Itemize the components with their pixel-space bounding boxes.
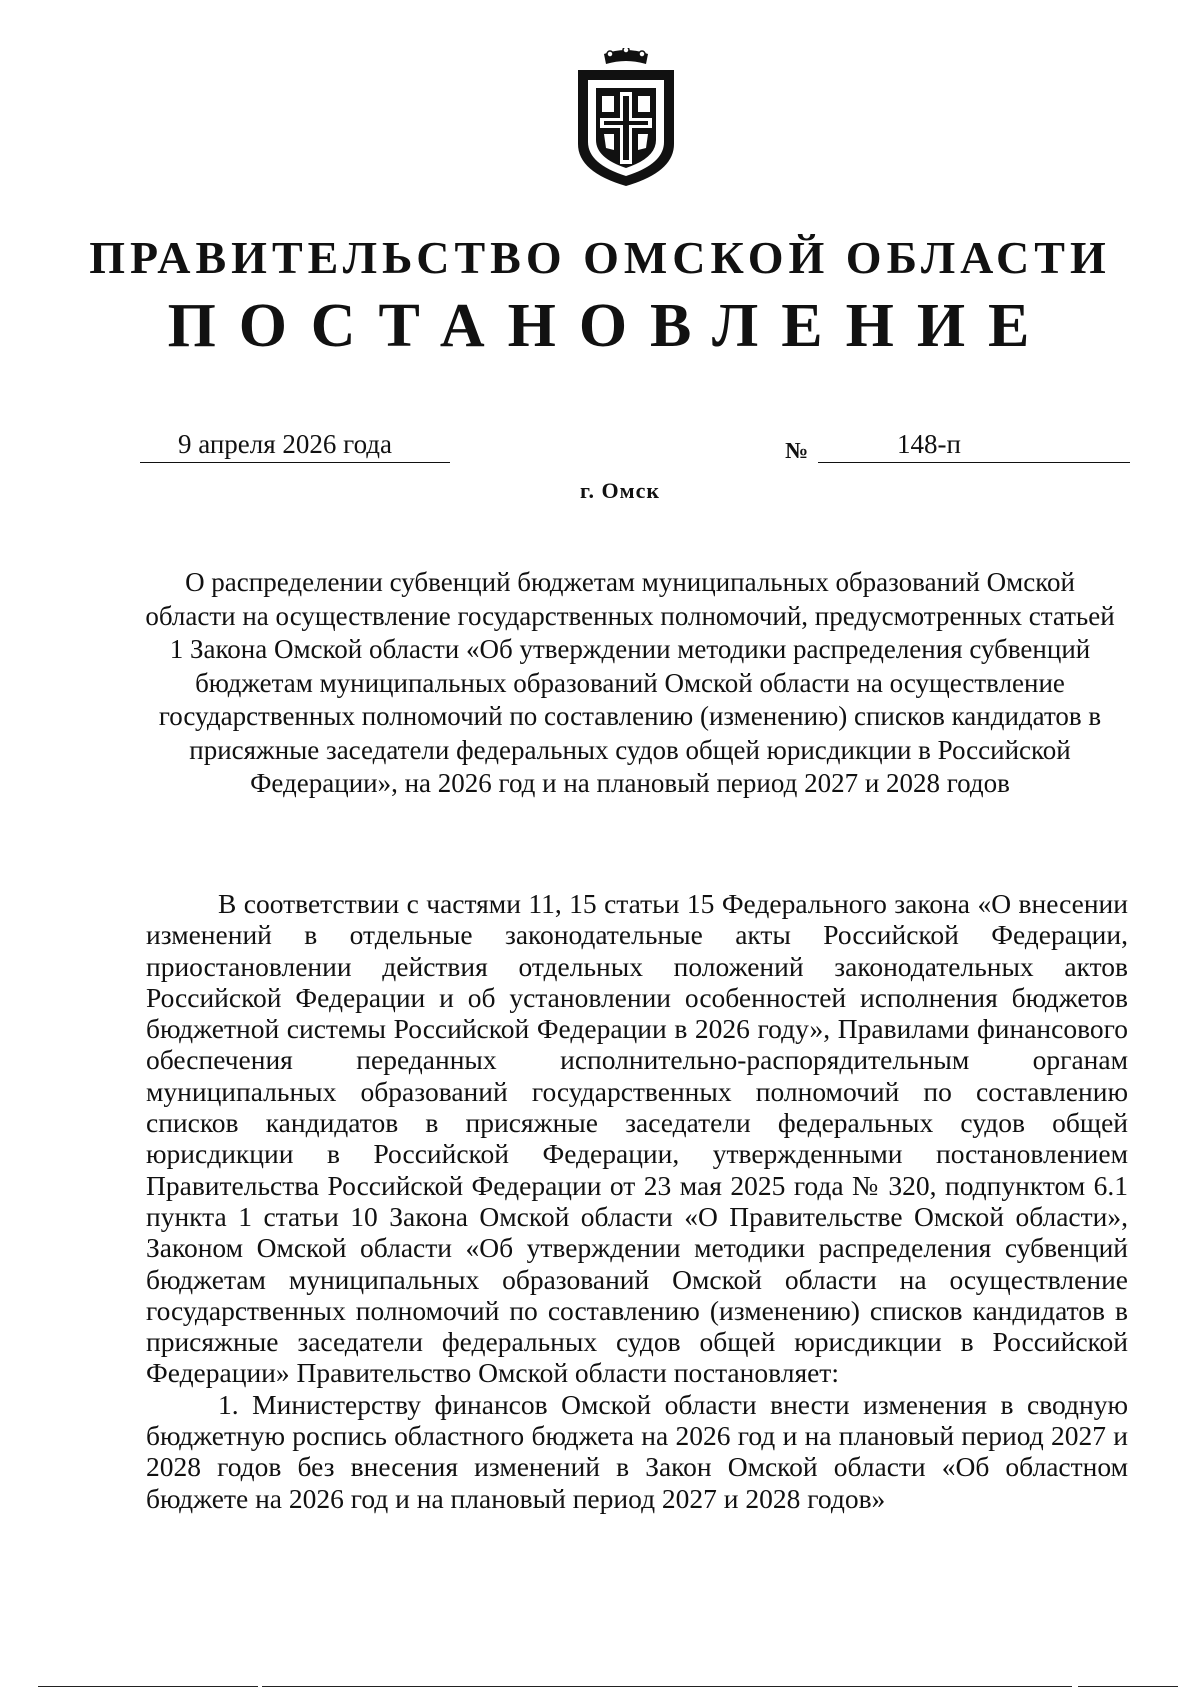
coat-of-arms-emblem	[568, 48, 684, 188]
document-body	[146, 888, 1128, 1514]
organization-title: ПРАВИТЕЛЬСТВО ОМСКОЙ ОБЛАСТИ	[89, 232, 1111, 283]
document-city: г. Омск	[579, 478, 661, 503]
document-subject: О распределении субвенций бюджетам муниципальных образований Омской области на осуществление государственных полномочий, предусмотренных статьей 1 Закона Омской области «Об утверждении методики распределения субвенций бюджетам муниципальных образований Омской области на осуществление государственных полномочий по составлению (изменению) списков кандидатов в присяжные заседатели федеральных судов общей юрисдикции в Российской Федерации», на 2026 год и на плановый период 2027 и 2028 годов	[145, 567, 1115, 798]
footer-rule-left	[38, 1686, 258, 1687]
footer-rule-middle	[262, 1686, 1072, 1687]
body-item-1: 1. Министерству финансов Омской области внести изменения в сводную бюджетную роспись областного бюджета на 2026 год и на плановый период 2027 и 2028 годов без внесения изменений в Закон Омской области «Об областном бюджете на 2026 год и на плановый период 2027 и 2028 годов»	[146, 1388, 1128, 1514]
footer-rule-right	[1078, 1686, 1178, 1687]
document-date: 9 апреля 2026 года	[140, 426, 450, 463]
number-sign: №	[785, 438, 809, 463]
document-number: 148-п	[818, 426, 1130, 463]
document-type-title: ПОСТАНОВЛЕНИЕ	[167, 292, 1053, 360]
body-preamble: В соответствии с частями 11, 15 статьи 15 Федерального закона «О внесении изменений в отдельные законодательные акты Российской Федерации, приостановлении действия отдельных положений законодательных актов Российской Федерации и об установлении особенностей исполнения бюджетов бюджетной системы Российской Федерации в 2026 году», Правилами финансового обеспечения переданных исполнительно-распорядительным органам муниципальных образований государственных полномочий по составлению списков кандидатов в присяжные заседатели федеральных судов общей юрисдикции в Российской Федерации, утвержденными постановлением Правительства Российской Федерации от 23 мая 2025 года № 320, подпунктом 6.1 пункта 1 статьи 10 Закона Омской области «О Правительстве Омской области», Законом Омской области «Об утверждении методики распределения субвенций бюджетам муниципальных образований Омской области на осуществление государственных полномочий по составлению (изменению) списков кандидатов в присяжные заседатели федеральных судов общей юрисдикции в Российской Федерации» Правительство Омской области постановляет:	[146, 888, 1128, 1389]
